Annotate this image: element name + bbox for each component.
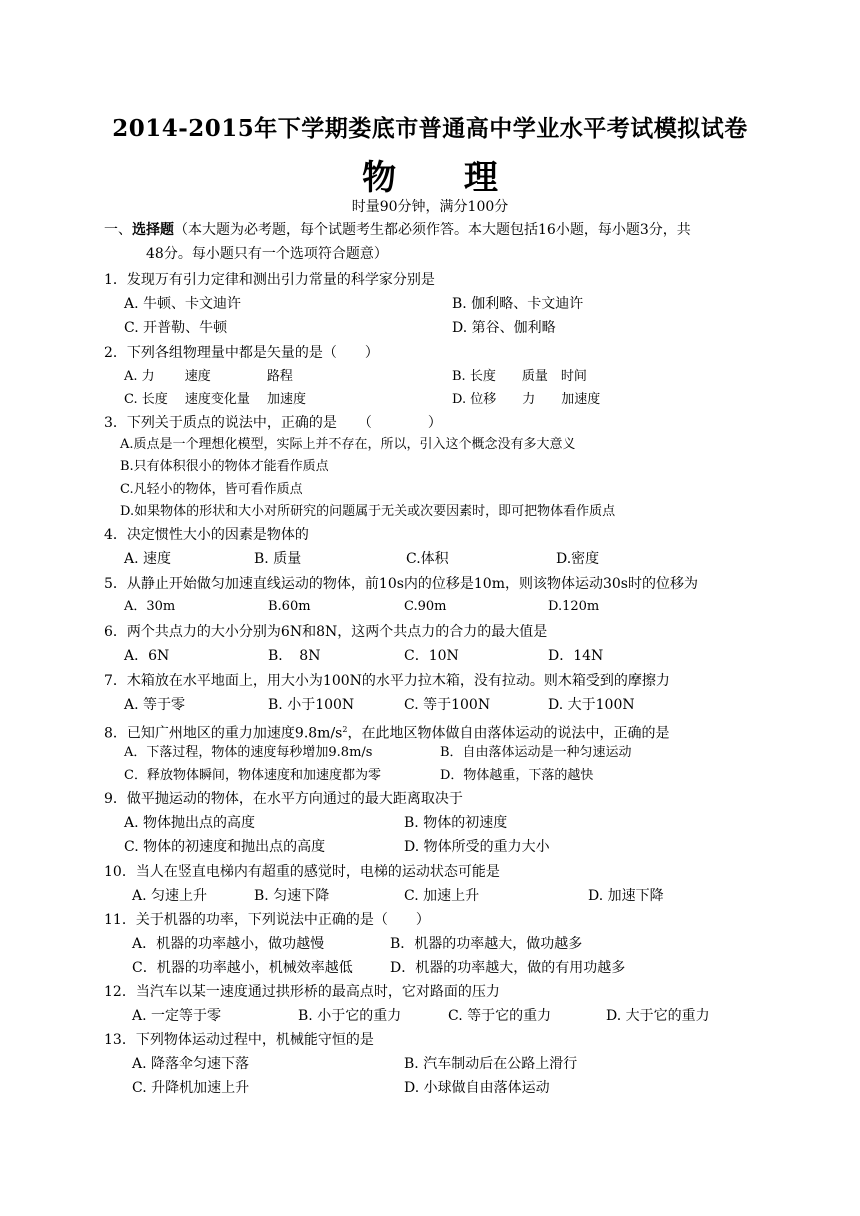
option-c: C. 加速上升 (404, 888, 480, 904)
option-b: B. 匀速下降 (254, 888, 330, 904)
option-b: B. 伽利略、卡文迪许 (452, 296, 584, 312)
option-d: D. 位移 力 加速度 (452, 392, 601, 407)
option-b: B．自由落体运动是一种匀速运动 (440, 745, 632, 760)
exam-meta: 时量90分钟，满分100分 (351, 199, 509, 215)
section-desc: （本大题为必考题，每个试题考生都必须作答。本大题包括16小题，每小题3分，共 (174, 222, 691, 238)
option-c: C. 等于它的重力 (448, 1008, 552, 1024)
option-b: B. 物体的初速度 (404, 815, 508, 831)
option-b: B. 汽车制动后在公路上滑行 (404, 1056, 578, 1072)
question-stem (104, 720, 669, 744)
option-c: C. 升降机加速上升 (132, 1080, 250, 1096)
question-stem: 6．两个共点力的大小分别为6N和8N，这两个共点力的合力的最大值是 (104, 624, 548, 640)
option-a: A. 降落伞匀速下落 (132, 1056, 250, 1072)
option-d: D. 第谷、伽利略 (452, 320, 556, 336)
option-b: B. 小于它的重力 (298, 1008, 402, 1024)
option-c: C.90m (404, 599, 447, 614)
option-c: C. 物体的初速度和抛出点的高度 (124, 839, 326, 855)
option-b: B． 8N (268, 648, 321, 664)
question-stem: 7．木箱放在水平地面上，用大小为100N的水平力拉木箱，没有拉动。则木箱受到的摩擦力 (104, 673, 670, 689)
option-a: A. 匀速上升 (132, 888, 208, 904)
question-stem-part: 8．已知广州地区的重力加速度9.8m/s (104, 725, 343, 742)
option-c: C．机器的功率越小，机械效率越低 (132, 960, 353, 976)
question-stem: 13．下列物体运动过程中，机械能守恒的是 (104, 1032, 374, 1048)
question-stem: 12．当汽车以某一速度通过拱形桥的最高点时，它对路面的压力 (104, 984, 500, 1000)
option-d: D．机器的功率越大，做的有用功越多 (390, 960, 626, 976)
question-stem: 2．下列各组物理量中都是矢量的是（ ） (104, 345, 379, 361)
question-stem: 11．关于机器的功率，下列说法中正确的是（ ） (104, 912, 430, 928)
option-d: D. 加速下降 (588, 888, 664, 904)
option-d: D.密度 (556, 551, 600, 567)
option-c: C.体积 (406, 551, 449, 567)
option-b: B. 质量 (254, 551, 302, 567)
option-d: D. 大于它的重力 (606, 1008, 710, 1024)
option-c: C. 等于100N (404, 697, 491, 713)
option-a: A．机器的功率越小，做功越慢 (132, 936, 325, 952)
option-c: C. 长度 速度变化量 加速度 (124, 392, 307, 407)
question-stem: 3．下列关于质点的说法中，正确的是 （ ） (104, 415, 442, 431)
option-d: D．14N (548, 648, 604, 664)
option-c: C．10N (404, 648, 459, 664)
option-c: C．释放物体瞬间，物体速度和加速度都为零 (124, 768, 381, 783)
section-heading (104, 220, 691, 240)
option-a: A. 速度 (124, 551, 172, 567)
exam-title: 2014-2015年下学期娄底市普通高中学业水平考试模拟试卷 (112, 115, 748, 142)
option-b: B.60m (268, 599, 311, 614)
option-a: A．6N (124, 648, 170, 664)
superscript: 2 (342, 725, 348, 734)
option-a: A. 一定等于零 (132, 1008, 222, 1024)
section-desc-cont: 48分。每小题只有一个选项符合题意） (146, 246, 388, 262)
option-d: D. 物体所受的重力大小 (404, 839, 550, 855)
question-stem: 10．当人在竖直电梯内有超重的感觉时，电梯的运动状态可能是 (104, 864, 500, 880)
option-d: D. 小球做自由落体运动 (404, 1080, 550, 1096)
option-a: A．30m (124, 599, 176, 614)
option-b: B．机器的功率越大，做功越多 (390, 936, 583, 952)
section-name: 选择题 (132, 222, 174, 238)
question-stem: 1．发现万有引力定律和测出引力常量的科学家分别是 (104, 272, 435, 288)
section-prefix: 一、 (104, 222, 132, 238)
option-b: B. 小于100N (268, 697, 355, 713)
option-d: D.120m (548, 599, 600, 614)
option-d: D. 大于100N (548, 697, 635, 713)
option-d: D.如果物体的形状和大小对所研究的问题属于无关或次要因素时，即可把物体看作质点 (120, 504, 616, 519)
option-d: D．物体越重，下落的越快 (440, 768, 594, 783)
question-stem: 4．决定惯性大小的因素是物体的 (104, 527, 309, 543)
option-a: A. 牛顿、卡文迪许 (124, 296, 242, 312)
option-c: C. 开普勒、牛顿 (124, 320, 228, 336)
question-stem-part: ，在此地区物体做自由落体运动的说法中，正确的是 (347, 725, 670, 742)
option-a: A.质点是一个理想化模型，实际上并不存在，所以，引入这个概念没有多大意义 (120, 437, 576, 452)
option-a: A. 力 速度 路程 (124, 369, 293, 384)
question-stem: 9．做平抛运动的物体，在水平方向通过的最大距离取决于 (104, 791, 463, 807)
option-a: A. 等于零 (124, 697, 186, 713)
option-b: B.只有体积很小的物体才能看作质点 (120, 459, 329, 474)
option-c: C.凡轻小的物体，皆可看作质点 (120, 482, 303, 497)
option-a: A．下落过程，物体的速度每秒增加9.8m/s (124, 745, 373, 760)
option-b: B. 长度 质量 时间 (452, 369, 587, 384)
question-stem: 5．从静止开始做匀加速直线运动的物体，前10s内的位移是10m，则该物体运动30s时的位移为 (104, 576, 698, 592)
subject-title: 物 理 (362, 158, 526, 198)
option-a: A. 物体抛出点的高度 (124, 815, 256, 831)
